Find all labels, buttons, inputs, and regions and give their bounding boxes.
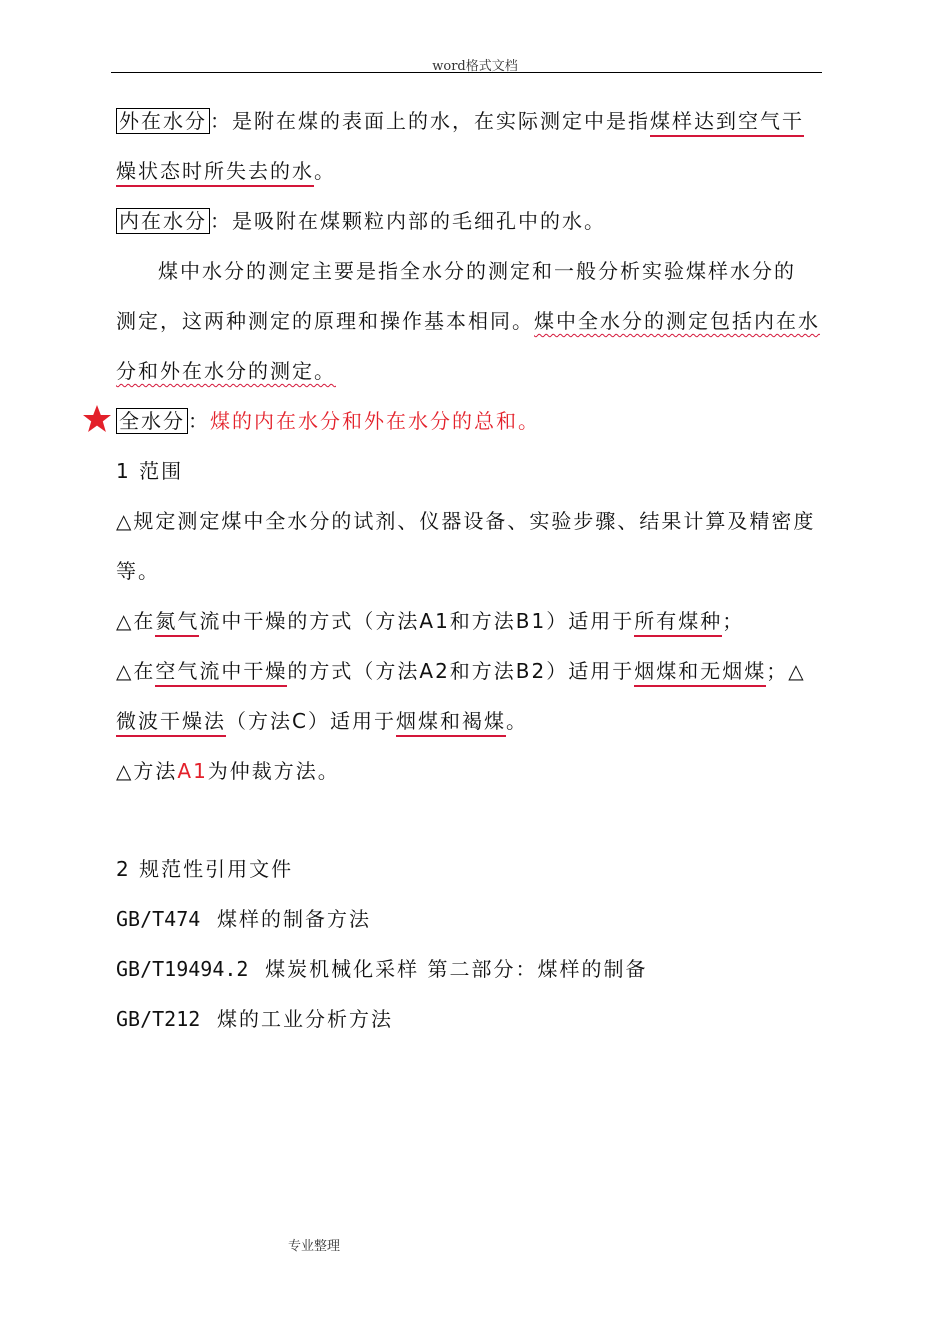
ref-title: 煤炭机械化采样 第二部分：煤样的制备: [265, 957, 648, 981]
page-header: word格式文档: [432, 59, 518, 74]
page-footer: 专业整理: [288, 1239, 341, 1254]
bituminous-lignite-highlight: 烟煤和褐煤: [396, 709, 506, 737]
method-a1-highlight: A1: [177, 759, 208, 783]
scope-line3: △在氮气流中干燥的方式（方法A1和方法B1）适用于所有煤种；: [116, 607, 828, 635]
ref-code: GB/T212: [116, 1007, 201, 1031]
ref-title: 煤的工业分析方法: [217, 1007, 394, 1031]
scope-line4: △在空气流中干燥的方式（方法A2和方法B2）适用于烟煤和无烟煤；△: [116, 657, 828, 685]
external-moisture-term: 外在水分: [116, 108, 210, 134]
ref-title: 煤样的制备方法: [217, 907, 372, 931]
header-rule: [111, 72, 822, 73]
section1-title: 1 范围: [116, 459, 184, 483]
para-line1: 煤中水分的测定主要是指全水分的测定和一般分析实验煤样水分的: [158, 259, 796, 283]
external-moisture-highlight1: 煤样达到空气干: [650, 109, 804, 137]
external-moisture-highlight2: 燥状态时所失去的水: [116, 159, 314, 187]
bituminous-anthracite-highlight: 烟煤和无烟煤: [634, 659, 766, 687]
external-moisture-line2: 燥状态时所失去的水。: [116, 157, 828, 185]
total-moisture-term: 全水分: [116, 408, 188, 434]
scope-line6: △方法A1为仲裁方法。: [116, 759, 340, 783]
all-coals-highlight: 所有煤种: [634, 609, 722, 637]
section2-title: 2 规范性引用文件: [116, 857, 294, 881]
microwave-highlight: 微波干燥法: [116, 709, 226, 737]
star-icon: [82, 404, 112, 434]
nitrogen-highlight: 氮气: [155, 609, 199, 637]
para-wavy-highlight2: 分和外在水分的测定。: [116, 359, 336, 383]
ref-code: GB/T19494.2: [116, 957, 249, 981]
scope-line1: △规定测定煤中全水分的试剂、仪器设备、实验步骤、结果计算及精密度: [116, 509, 816, 533]
internal-moisture-term: 内在水分: [116, 208, 210, 234]
ref-code: GB/T474: [116, 907, 201, 931]
total-moisture-line: 全水分 ：煤的内在水分和外在水分的总和。: [116, 407, 828, 435]
air-flow-highlight: 空气流中干燥: [155, 659, 287, 687]
scope-line5: 微波干燥法（方法C）适用于烟煤和褐煤。: [116, 707, 828, 735]
ref-item: [116, 905, 828, 933]
external-moisture-line1: 外在水分 ：是附在煤的表面上的水，在实际测定中是指煤样达到空气干: [116, 107, 828, 135]
para-line2: 测定，这两种测定的原理和操作基本相同。煤中全水分的测定包括内在水: [116, 309, 820, 333]
para-line3: [116, 357, 828, 385]
ref-item: [116, 1005, 828, 1033]
para-wavy-highlight1: 煤中全水分的测定包括内在水: [534, 309, 820, 333]
scope-line2: 等。: [116, 559, 160, 583]
total-moisture-definition: 煤的内在水分和外在水分的总和。: [210, 409, 540, 433]
ref-item: [116, 955, 828, 983]
internal-moisture-line: 内在水分 ：是吸附在煤颗粒内部的毛细孔中的水。: [116, 207, 828, 235]
